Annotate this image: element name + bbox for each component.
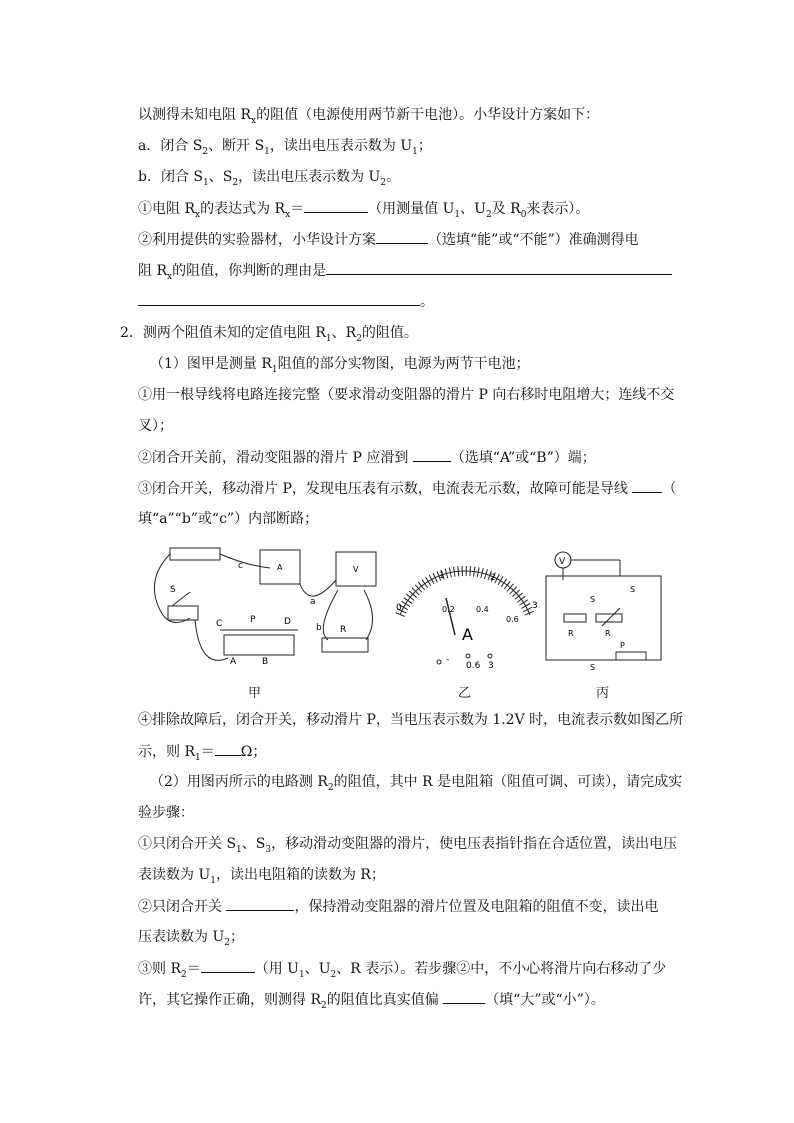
text-line: ③则 $R_2=$ （用 $U_1$、$U_2$、R 表示）。若步骤②中，不小心将滑片向右移动了少 bbox=[138, 958, 666, 985]
text-line: （1）图甲是测量 $R_1$阻值的部分实物图，电源为两节干电池； bbox=[150, 356, 530, 375]
resistance-box-symbol bbox=[596, 614, 622, 622]
scale-02: 0.2 bbox=[442, 605, 455, 614]
text-line: ④排除故障后，闭合开关，移动滑片 P，当电压表示数为 1.2V 时，电流表示数如图乙所 bbox=[138, 712, 684, 728]
bing-s1: S bbox=[590, 663, 596, 672]
text-line: a．闭合 $S_2$、断开 $S_1$，读出电压表示数为 $U_1$； bbox=[138, 138, 432, 157]
text-line: （2）用图丙所示的电路测 $R_2$的阻值，其中 R 是电阻箱（阻值可调、可读），请完成实 bbox=[150, 774, 683, 793]
text-line: ②闭合开关前，滑动变阻器的滑片 P 应滑到 （选填“A”或“B”）端； bbox=[138, 447, 596, 468]
battery-icon bbox=[170, 548, 220, 560]
text-line: 叉）； bbox=[138, 418, 173, 434]
bing-r2: R bbox=[568, 629, 574, 638]
label-B: B bbox=[262, 657, 269, 667]
answer-blank[interactable] bbox=[632, 478, 662, 493]
text-line: 许，其它操作正确，则测得 $R_2$的阻值比真实值偏 （填“大”或“小”）。 bbox=[138, 989, 605, 1016]
label-a: a bbox=[310, 597, 316, 607]
answer-blank[interactable] bbox=[138, 291, 420, 306]
text-line: ②利用提供的实验器材，小华设计方案 （选填“能”或“不能”）准确测得电 bbox=[138, 229, 639, 250]
circuit-loop bbox=[546, 576, 661, 660]
text-line: ③闭合开关，移动滑片 P，发现电压表有示数，电流表无示数，故障可能是导线 （ bbox=[138, 478, 676, 499]
wire-c bbox=[220, 554, 270, 568]
text-line: ①电阻 $R_x$的表达式为 $R_x=$ （用测量值 $U_1$、$U_2$及 $R_0$来表示）。 bbox=[138, 198, 589, 225]
needle-icon bbox=[446, 598, 455, 635]
text-line: 表读数为 $U_1$，读出电阻箱的读数为 R； bbox=[138, 867, 385, 886]
text-line: 验步骤： bbox=[138, 805, 194, 821]
voltmeter-label: V bbox=[353, 565, 359, 574]
caption-bing: 丙 bbox=[596, 686, 610, 701]
text-line: ①只闭合开关 $S_1$、$S_3$，移动滑动变阻器的滑片，使电压表指针指在合适位置，读出电压 bbox=[138, 836, 678, 855]
label-s: S bbox=[170, 585, 176, 595]
label-c: c bbox=[238, 561, 243, 571]
answer-blank[interactable] bbox=[226, 896, 294, 911]
rheostat-symbol bbox=[616, 652, 646, 660]
text-line: 以测得未知电阻 $R_x$的阻值（电源使用两节新干电池）。小华设计方案如下： bbox=[138, 107, 600, 126]
answer-blank[interactable] bbox=[304, 198, 368, 213]
scale-0: 0 bbox=[396, 603, 402, 613]
text-line: 填“a”“b”或“c”）内部断路； bbox=[138, 511, 319, 527]
meter-unit: A bbox=[462, 625, 473, 644]
label-r1: R bbox=[340, 625, 347, 635]
answer-blank[interactable] bbox=[413, 447, 451, 462]
terminal-minus: - bbox=[446, 655, 450, 665]
wire-a bbox=[300, 580, 336, 596]
circuit-figure bbox=[150, 540, 670, 700]
switch-icon bbox=[168, 606, 198, 620]
text-line: 阻 $R_x$的阻值，你判断的理由是 bbox=[138, 260, 672, 287]
label-D: D bbox=[284, 617, 291, 627]
label-A: A bbox=[230, 657, 237, 667]
label-P: P bbox=[250, 615, 256, 625]
resistor-r1-icon bbox=[322, 638, 368, 652]
wire bbox=[195, 620, 228, 660]
r2-symbol bbox=[564, 614, 586, 622]
label-b: b bbox=[316, 623, 322, 633]
answer-blank[interactable] bbox=[215, 741, 241, 756]
scale-3: 3 bbox=[532, 601, 538, 611]
answer-blank[interactable] bbox=[201, 958, 255, 973]
text-line: 压表读数为 $U_2$； bbox=[138, 929, 244, 948]
text-line: b．闭合 $S_1$、$S_2$，读出电压表示数为 $U_2$。 bbox=[138, 169, 401, 188]
text-line: ①用一根导线将电路连接完整（要求滑动变阻器的滑片 P 向右移时电阻增大；连线不交 bbox=[138, 387, 675, 403]
text-line: 示，则 $R_1= \Omega$； bbox=[138, 741, 266, 768]
answer-blank[interactable] bbox=[376, 229, 428, 244]
caption-yi: 乙 bbox=[458, 686, 472, 701]
figure-bing bbox=[546, 552, 661, 660]
ammeter-label: A bbox=[277, 563, 283, 572]
answer-blank[interactable] bbox=[326, 260, 672, 275]
terminal-3: 3 bbox=[488, 661, 494, 671]
text-line: 。 bbox=[138, 291, 434, 312]
bing-p: P bbox=[620, 641, 625, 650]
scale-06: 0.6 bbox=[506, 615, 519, 624]
rheostat-icon bbox=[224, 635, 294, 655]
caption-jia: 甲 bbox=[248, 686, 262, 701]
terminal-06: 0.6 bbox=[466, 661, 481, 671]
label-C: C bbox=[216, 619, 223, 629]
bing-r: R bbox=[605, 629, 611, 638]
dial-scale bbox=[400, 571, 530, 615]
scale-2: 2 bbox=[490, 573, 496, 583]
scale-1: 1 bbox=[439, 571, 445, 581]
answer-blank[interactable] bbox=[443, 989, 485, 1004]
scale-04: 0.4 bbox=[476, 605, 489, 614]
bing-v: V bbox=[559, 557, 566, 567]
figure-jia bbox=[154, 548, 376, 660]
question-title: 2．测两个阻值未知的定值电阻 $R_1$、$R_2$的阻值。 bbox=[120, 325, 418, 344]
bing-s2: S bbox=[630, 585, 636, 594]
bing-s3: S bbox=[590, 595, 596, 604]
text-line: ②只闭合开关 ，保持滑动变阻器的滑片位置及电阻箱的阻值不变，读出电 bbox=[138, 896, 658, 917]
